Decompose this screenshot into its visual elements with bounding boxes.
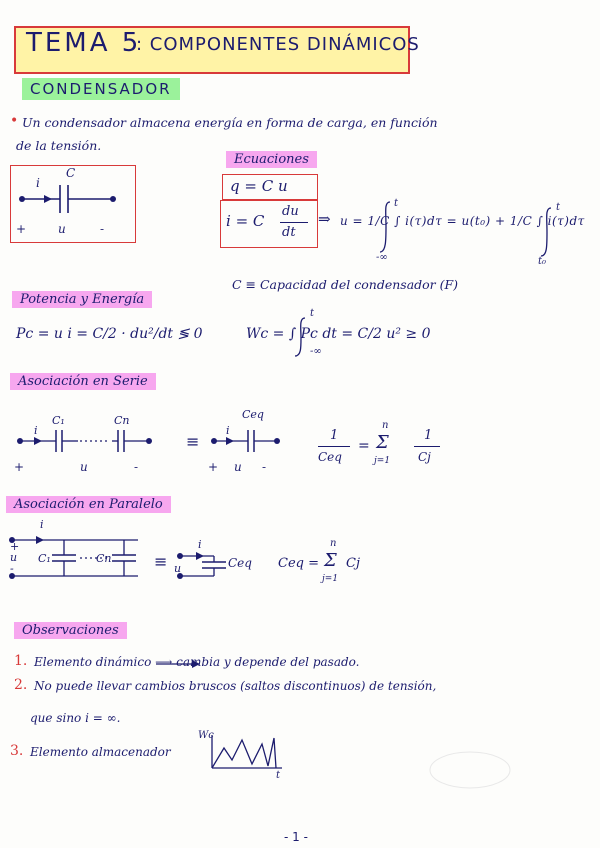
eq3-lower2: t₀: [538, 256, 547, 267]
paralelo-sum-term: Cj: [346, 556, 360, 571]
serie-cn: Cn: [114, 414, 130, 427]
serie-equiv-minus: -: [262, 460, 267, 474]
parallel-equiv-arrow-icon: [196, 552, 204, 560]
obs-text-3: Elemento almacenador: [30, 745, 171, 759]
obs-text-1: Elemento dinámico ⟶ cambia y depende del pasado.: [34, 655, 360, 669]
serie-sum-top: n: [382, 420, 389, 431]
serie-equals: =: [358, 438, 370, 454]
obs-text-2b: que sino i = ∞.: [30, 711, 121, 725]
energy-lower: -∞: [310, 346, 322, 357]
circuit-current-label: i: [36, 176, 40, 190]
graph-y-label: Wc: [198, 730, 214, 741]
paralelo-formula-lhs: Ceq =: [278, 556, 319, 571]
serie-current: i: [34, 424, 38, 437]
circuit-cap-label: C: [66, 166, 76, 180]
paralelo-ceq: Ceq: [228, 556, 252, 570]
serie-frac-num: 1: [330, 428, 339, 443]
serie-rhs-bar: [414, 446, 440, 447]
paralelo-plus: +: [10, 540, 20, 553]
current-arrow-icon: [44, 195, 52, 203]
serie-equiv-current: i: [226, 424, 230, 437]
paralelo-equiv: ≡: [154, 552, 168, 571]
eq-arrow: ⇒: [318, 210, 331, 228]
serie-minus: -: [134, 460, 139, 474]
ecuaciones-heading: Ecuaciones: [226, 151, 317, 168]
energy-upper: t: [310, 308, 315, 319]
paralelo-sum-bot: j=1: [322, 574, 339, 584]
graph-x-label: t: [276, 770, 281, 781]
power-formula: Pc = u i = C/2 · du²/dt ≶ 0: [16, 326, 203, 342]
serie-c1: C₁: [52, 414, 65, 427]
serie-frac-den: Ceq: [318, 450, 342, 464]
paralelo-equiv-voltage: u: [174, 562, 182, 575]
eq2-denominator: dt: [282, 225, 296, 240]
eq3: u = 1/C ∫ i(τ)dτ = u(t₀) + 1/C ∫ i(τ)dτ: [340, 214, 585, 228]
serie-sum-sign: Σ: [376, 432, 389, 453]
paralelo-heading: Asociación en Paralelo: [6, 496, 171, 513]
eq1: q = C u: [230, 177, 288, 195]
paralelo-sum-top: n: [330, 538, 337, 549]
energy-formula: Wc = ∫ Pc dt = C/2 u² ≥ 0: [246, 326, 431, 342]
circuit-plus-label: +: [16, 222, 27, 236]
serie-heading: Asociación en Serie: [10, 373, 156, 390]
eq2-lhs: i = C: [226, 212, 265, 230]
potencia-heading: Potencia y Energía: [12, 291, 152, 308]
serie-equiv: ≡: [186, 432, 200, 451]
series-current-arrow-icon: [34, 437, 42, 445]
capacity-note: C ≡ Capacidad del condensador (F): [232, 277, 459, 292]
paralelo-equiv-current: i: [198, 538, 202, 551]
graph-curve: [212, 738, 276, 768]
paralelo-cn: Cn: [96, 552, 112, 565]
serie-ceq: Ceq: [242, 408, 264, 421]
obs-num-2: 2.: [14, 677, 28, 693]
eq3-upper1: t: [394, 198, 399, 209]
section-heading-condensador: CONDENSADOR: [22, 78, 180, 100]
terminal-dot-right: [110, 196, 116, 202]
serie-rhs-num: 1: [424, 428, 433, 443]
equiv-current-arrow-icon: [226, 437, 234, 445]
paralelo-c1: C₁: [38, 552, 51, 565]
eq2-fraction-bar: [280, 222, 308, 223]
title-tema: TEMA 5: [26, 28, 142, 58]
paralelo-voltage: u: [10, 551, 18, 564]
obs-num-1: 1.: [14, 653, 28, 669]
paralelo-sum-sign: Σ: [324, 550, 337, 571]
page-number: - 1 -: [284, 830, 308, 844]
eq3-upper2: t: [556, 202, 561, 213]
condensador-desc-line2: de la tensión.: [16, 138, 102, 153]
eq3-lower1: -∞: [376, 252, 388, 263]
obs-num-3: 3.: [10, 743, 24, 759]
observaciones-heading: Observaciones: [14, 622, 127, 639]
circuit-voltage-label: u: [58, 222, 66, 236]
parallel-current-arrow-icon: [36, 536, 44, 544]
serie-plus: +: [14, 460, 25, 474]
serie-rhs-den: Cj: [418, 450, 431, 464]
paralelo-minus: -: [10, 562, 14, 575]
serie-equiv-voltage: u: [234, 460, 242, 474]
condensador-desc-line1: Un condensador almacena energía en forma de carga, en función: [22, 115, 438, 130]
eq2-numerator: du: [282, 204, 299, 219]
obs-text-2: No puede llevar cambios bruscos (saltos discontinuos) de tensión,: [34, 679, 437, 693]
serie-frac-bar: [318, 446, 350, 447]
bullet-dot: •: [10, 113, 19, 129]
paralelo-current: i: [40, 518, 44, 531]
circuit-minus-label: -: [100, 222, 105, 236]
serie-voltage: u: [80, 460, 88, 474]
serie-equiv-plus: +: [208, 460, 219, 474]
serie-sum-bot: j=1: [374, 456, 391, 466]
title-subtitle: : COMPONENTES DINÁMICOS: [136, 34, 420, 55]
